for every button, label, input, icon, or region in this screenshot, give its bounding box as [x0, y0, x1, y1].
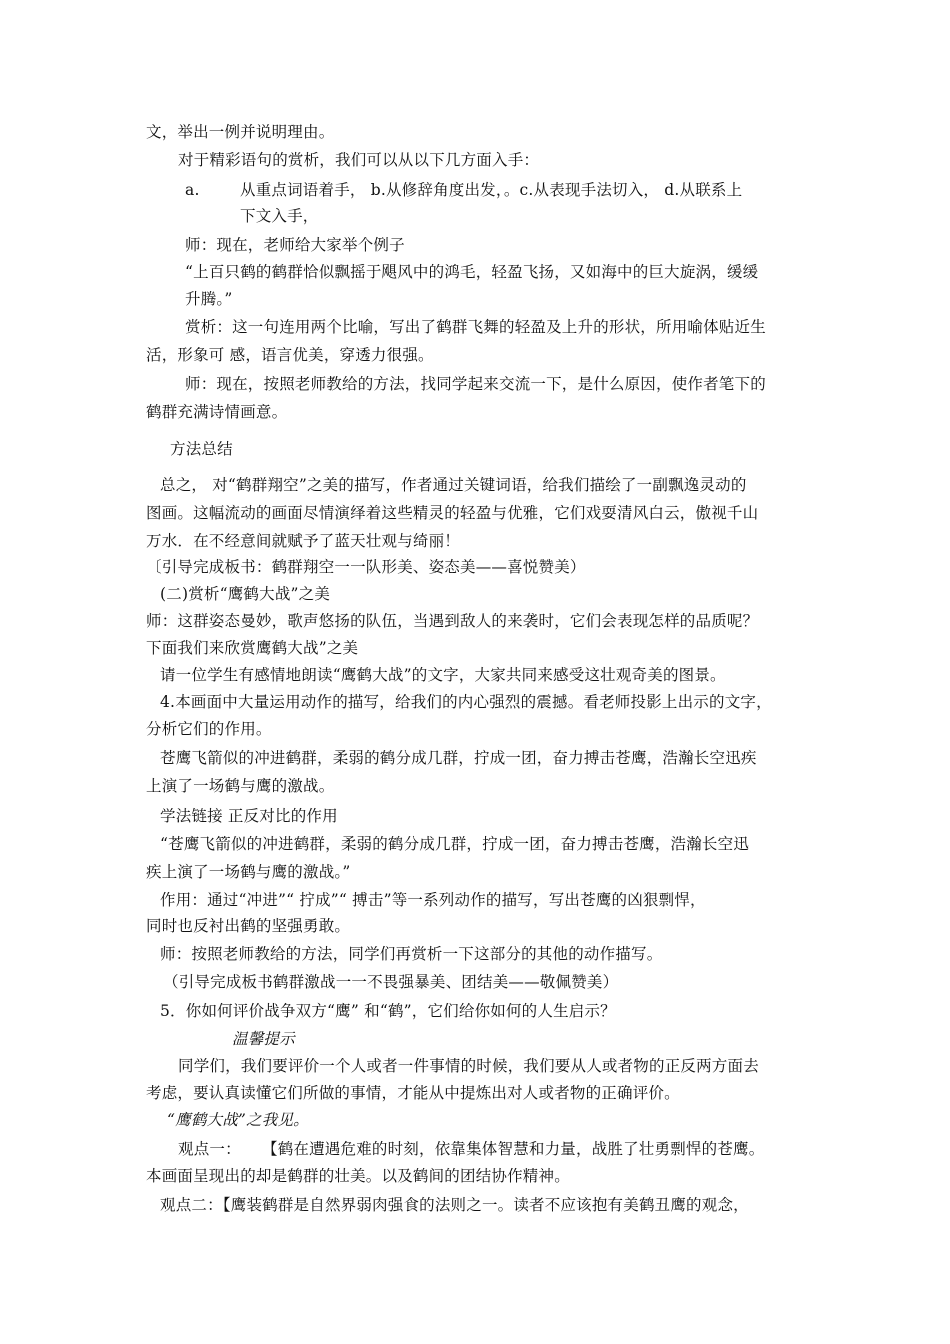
- text-line: 考虑，要认真读懂它们所做的事情，才能从中提炼出对人或者物的正确评价。: [146, 1084, 680, 1102]
- question-line: 5．你如何评价战争双方“鹰” 和“鹤”，它们给你如何的人生启示？: [160, 1002, 616, 1020]
- text-line: 本画面呈现出的却是鹤群的壮美。以及鹤间的团结协作精神。: [146, 1167, 570, 1185]
- section-heading: 学法链接 正反对比的作用: [160, 807, 338, 825]
- text-line: 师：这群姿态曼妙，歌声悠扬的队伍，当遇到敌人的来袭时，它们会表现怎样的品质呢？: [146, 612, 759, 630]
- text-line: 从重点词语着手， b.从修辞角度出发，。c.从表现手法切入， d.从联系上: [240, 181, 743, 199]
- text-line: 下面我们来欣赏鹰鹤大战”之美: [146, 639, 359, 657]
- text-line: 师：按照老师教给的方法，同学们再赏析一下这部分的其他的动作描写。: [160, 945, 663, 963]
- quote-line: “苍鹰飞箭似的冲进鹤群，柔弱的鹤分成几群，拧成一团，奋力搏击苍鹰，浩瀚长空迅: [160, 835, 750, 853]
- text-line: 〔引导完成板书：鹤群翔空一一队形美、姿态美——喜悦赞美）: [146, 558, 586, 576]
- text-line: 万水．在不经意间就赋予了蓝天壮观与绮丽！: [146, 532, 461, 550]
- text-line: （引导完成板书鹤群激战一一不畏强暴美、团结美——敬佩赞美）: [163, 973, 619, 991]
- text-line: 师：现在，老师给大家举个例子: [185, 236, 405, 254]
- text-line: 总之， 对“鹤群翔空”之美的描写，作者通过关键词语，给我们描绘了一副飘逸灵动的: [160, 476, 747, 494]
- text-line: 作用：通过“冲进”“ 拧成”“ 搏击”等一系列动作的描写，写出苍鹰的凶狠剽悍，: [160, 891, 706, 909]
- text-line: 赏析：这一句连用两个比喻，写出了鹤群飞舞的轻盈及上升的形状，所用喻体贴近生: [185, 318, 766, 336]
- text-line: 同时也反衬出鹤的坚强勇敢。: [146, 917, 351, 935]
- text-line: 苍鹰飞箭似的冲进鹤群，柔弱的鹤分成几群，拧成一团，奋力搏击苍鹰，浩瀚长空迅疾: [160, 749, 757, 767]
- text-line: 同学们，我们要评价一个人或者一件事情的时候，我们要从人或者物的正反两方面去: [178, 1057, 759, 1075]
- text-line: 下文入手，: [240, 207, 319, 225]
- text-line: 对于精彩语句的赏析，我们可以从以下几方面入手：: [178, 151, 540, 169]
- section-heading: “鹰鹤大战”之我见。: [167, 1111, 309, 1129]
- viewpoint-label: 观点一：: [178, 1140, 241, 1158]
- quote-line: 疾上演了一场鹤与鹰的激战。”: [146, 863, 351, 881]
- text-line: 4.本画面中大量运用动作的描写，给我们的内心强烈的震撼。看老师投影上出示的文字，: [160, 693, 772, 711]
- quote-line: “上百只鹤的鹤群恰似飘摇于飓风中的鸿毛，轻盈飞扬，又如海中的巨大旋涡，缓缓: [185, 263, 759, 281]
- text-line: 文，举出一例并说明理由。: [146, 123, 335, 141]
- text-line: 分析它们的作用。: [146, 720, 272, 738]
- text-line: 观点二：【鹰装鹤群是自然界弱肉强食的法则之一。读者不应该抱有美鹤丑鹰的观念，: [160, 1196, 749, 1214]
- text-line: 鹤群充满诗情画意。: [146, 403, 288, 421]
- tip-heading: 温馨提示: [232, 1030, 295, 1048]
- text-line: 【鹤在遭遇危难的时刻，依靠集体智慧和力量，战胜了壮勇剽悍的苍鹰。: [262, 1140, 765, 1158]
- list-marker: a.: [185, 181, 200, 199]
- quote-line: 升腾。”: [185, 290, 233, 308]
- text-line: 请一位学生有感情地朗读“鹰鹤大战”的文字，大家共同来感受这壮观奇美的图景。: [160, 666, 726, 684]
- text-line: 活，形象可 感，语言优美，穿透力很强。: [146, 346, 434, 364]
- text-line: 上演了一场鹤与鹰的激战。: [146, 777, 335, 795]
- section-heading: (二)赏析“鹰鹤大战”之美: [160, 585, 331, 603]
- section-heading: 方法总结: [170, 440, 233, 458]
- text-line: 图画。这幅流动的画面尽情演绎着这些精灵的轻盈与优雅，它们戏耍清风白云，傲视千山: [146, 504, 759, 522]
- text-line: 师：现在，按照老师教给的方法，找同学起来交流一下，是什么原因，使作者笔下的: [185, 375, 766, 393]
